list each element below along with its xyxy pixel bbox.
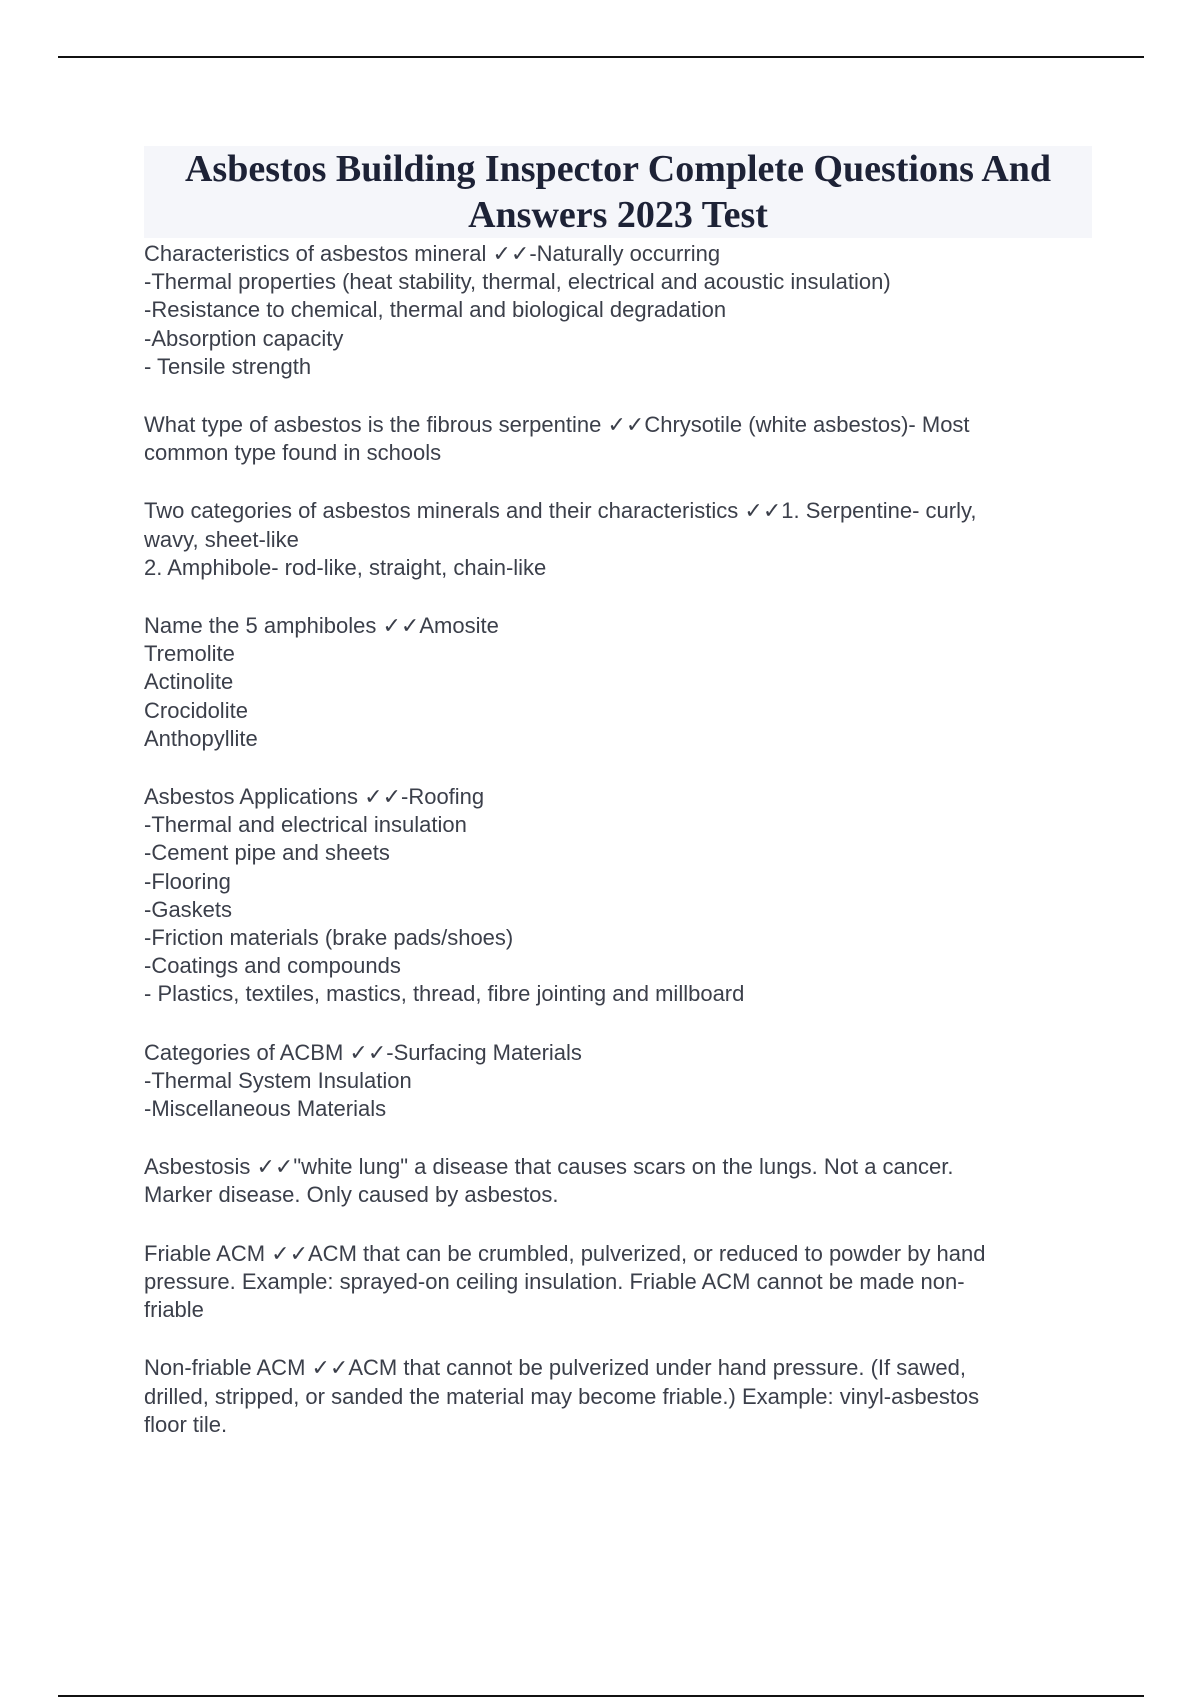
- qa-line: Name the 5 amphiboles ✓✓Amosite: [144, 613, 499, 639]
- qa-line: Crocidolite: [144, 697, 248, 723]
- document-body: [144, 146, 1092, 1439]
- qa-line: - Plastics, textiles, mastics, thread, fibre jointing and millboard: [144, 981, 745, 1007]
- qa-line: floor tile.: [144, 1411, 228, 1437]
- qa-line: -Thermal and electrical insulation: [144, 812, 467, 838]
- qa-line: Categories of ACBM ✓✓-Surfacing Materials: [144, 1039, 582, 1065]
- qa-item: [144, 783, 1092, 1009]
- qa-item: [144, 1039, 1092, 1124]
- qa-line: Asbestos Applications ✓✓-Roofing: [144, 784, 485, 810]
- qa-item: [144, 1153, 1092, 1209]
- qa-line: -Absorption capacity: [144, 325, 344, 351]
- qa-line: Asbestosis ✓✓"white lung" a disease that causes scars on the lungs. Not a cancer.: [144, 1154, 954, 1180]
- qa-line: drilled, stripped, or sanded the material may become friable.) Example: vinyl-asbestos: [144, 1383, 980, 1409]
- qa-line: 2. Amphibole- rod-like, straight, chain-like: [144, 554, 547, 580]
- qa-item: [144, 497, 1092, 582]
- qa-line: Two categories of asbestos minerals and their characteristics ✓✓1. Serpentine- curly,: [144, 498, 977, 524]
- qa-item: [144, 612, 1092, 753]
- qa-line: -Thermal System Insulation: [144, 1067, 412, 1093]
- qa-line: Marker disease. Only caused by asbestos.: [144, 1182, 559, 1208]
- qa-line: Friable ACM ✓✓ACM that can be crumbled, pulverized, or reduced to powder by hand: [144, 1240, 986, 1266]
- top-rule: [58, 56, 1144, 58]
- qa-item: [144, 1240, 1092, 1325]
- qa-line: Anthopyllite: [144, 725, 258, 751]
- qa-line: - Tensile strength: [144, 353, 312, 379]
- qa-line: Actinolite: [144, 669, 234, 695]
- title-block: [144, 146, 1092, 238]
- qa-line: -Gaskets: [144, 896, 233, 922]
- qa-line: What type of asbestos is the fibrous serpentine ✓✓Chrysotile (white asbestos)- Most: [144, 412, 970, 438]
- qa-line: common type found in schools: [144, 440, 442, 466]
- qa-line: -Resistance to chemical, thermal and biological degradation: [144, 297, 727, 323]
- qa-line: -Cement pipe and sheets: [144, 840, 390, 866]
- qa-line: -Coatings and compounds: [144, 953, 401, 979]
- qa-item: [144, 240, 1092, 381]
- qa-line: Characteristics of asbestos mineral ✓✓-Naturally occurring: [144, 241, 721, 266]
- qa-line: Tremolite: [144, 641, 235, 667]
- qa-line: friable: [144, 1297, 204, 1323]
- qa-line: -Thermal properties (heat stability, thermal, electrical and acoustic insulation): [144, 269, 891, 295]
- qa-line: wavy, sheet-like: [144, 526, 299, 552]
- document-title: Asbestos Building Inspector Complete Questions And Answers 2023 Test: [184, 148, 1052, 236]
- qa-line: -Friction materials (brake pads/shoes): [144, 925, 514, 951]
- qa-line: -Miscellaneous Materials: [144, 1096, 387, 1122]
- qa-line: pressure. Example: sprayed-on ceiling insulation. Friable ACM cannot be made non-: [144, 1268, 965, 1294]
- qa-line: -Flooring: [144, 868, 231, 894]
- qa-item: [144, 1354, 1092, 1439]
- qa-item: [144, 411, 1092, 467]
- bottom-rule: [58, 1695, 1144, 1697]
- qa-line: Non-friable ACM ✓✓ACM that cannot be pulverized under hand pressure. (If sawed,: [144, 1355, 966, 1381]
